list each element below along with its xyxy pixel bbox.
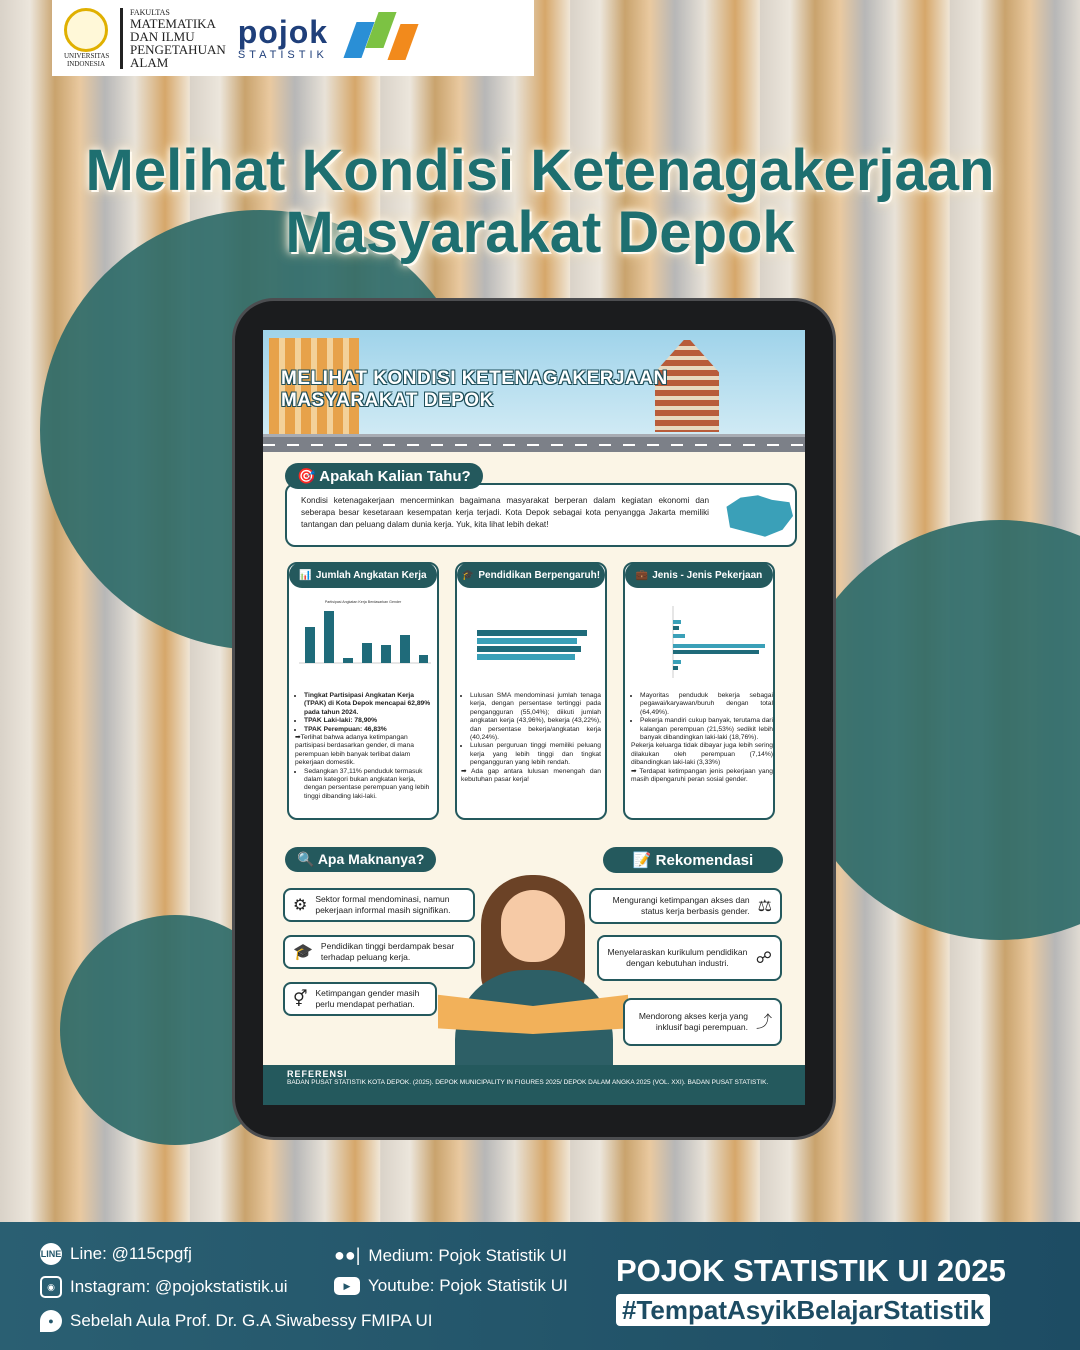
hbar <box>673 634 685 638</box>
faculty-line-2: DAN ILMU <box>130 28 195 44</box>
footer-address-text: Sebelah Aula Prof. Dr. G.A Siwabessy FMIPA UI <box>70 1311 433 1330</box>
stacked-bar <box>477 638 577 644</box>
bar <box>381 645 391 663</box>
bar <box>324 611 334 663</box>
infographic-title-line-1: MELIHAT KONDISI KETENAGAKERJAAN <box>281 368 668 389</box>
bar <box>400 635 410 663</box>
rekomendasi-item-1 <box>589 888 782 924</box>
rekomendasi-heading: 📝 Rekomendasi <box>603 847 783 873</box>
stacked-bar <box>477 646 581 652</box>
hbar <box>673 620 681 624</box>
intro-heading: 🎯 Apakah Kalian Tahu? <box>285 463 483 489</box>
graduation-cap-icon: 🎓 <box>293 943 313 961</box>
rekomendasi-item-3-text: Mendorong akses kerja yang inklusif bagi perempuan. <box>638 1011 748 1032</box>
youtube-icon: ▶ <box>334 1277 360 1295</box>
hbar <box>673 626 679 630</box>
network-icon: ☍ <box>755 949 772 967</box>
footer-instagram[interactable] <box>40 1276 288 1298</box>
col1-title: 📊 Jumlah Angkatan Kerja <box>289 562 437 588</box>
makna-item-3 <box>283 982 437 1016</box>
faculty-line-3: PENGETAHUAN <box>130 41 226 57</box>
makna-item-1 <box>283 888 475 922</box>
stacked-bar <box>477 630 587 636</box>
faculty-small: FAKULTAS <box>130 7 170 17</box>
footer-instagram-text: Instagram: @pojokstatistik.ui <box>70 1277 288 1296</box>
col1-bullet-2: • TPAK Laki-laki: 78,90% <box>304 717 435 725</box>
col3-text <box>631 692 773 784</box>
chart-jenis-pekerjaan <box>629 602 769 684</box>
footer-address[interactable] <box>40 1310 433 1332</box>
faculty-logo <box>120 8 226 69</box>
balance-scale-icon: ⚖ <box>757 897 772 915</box>
faculty-line-1: MATEMATIKA <box>130 15 216 31</box>
col1-text <box>295 692 435 801</box>
makna-item-3-text: Ketimpangan gender masih perlu mendapat perhatian. <box>315 988 420 1009</box>
statistik-word: STATISTIK <box>237 49 328 61</box>
chart-pendidikan <box>461 620 601 670</box>
gear-icon: ⚙ <box>293 896 308 914</box>
infographic-title-line-2: MASYARAKAT DEPOK <box>281 390 494 411</box>
infographic-header <box>263 330 805 452</box>
hbar <box>673 644 765 648</box>
col1-bullet-3: • TPAK Perempuan: 46,83% <box>304 726 435 734</box>
footer-brand: POJOK STATISTIK UI 2025 <box>616 1253 1006 1288</box>
location-pin-icon: ● <box>40 1310 62 1332</box>
depok-map-icon <box>723 493 793 539</box>
line-icon: LINE <box>40 1243 62 1265</box>
footer-medium-text: Medium: Pojok Statistik UI <box>368 1245 567 1265</box>
col2-paragraph: ➡ Ada gap antara lulusan menengah dan kebutuhan pasar kerja! <box>461 767 601 784</box>
intro-box <box>285 483 797 547</box>
pojok-word: pojok <box>237 14 329 50</box>
footer-youtube-text: Youtube: Pojok Statistik UI <box>368 1276 568 1295</box>
faculty-line-4: ALAM <box>130 54 169 70</box>
page-title <box>0 140 1080 264</box>
bar <box>305 627 315 663</box>
footer-line[interactable] <box>40 1243 192 1265</box>
rekomendasi-item-1-text: Mengurangi ketimpangan akses dan status kerja berbasis gender. <box>612 895 750 916</box>
bps-logo-icon <box>340 8 426 68</box>
col3-bullet-2: • Pekerja mandiri cukup banyak, terutama dari kalangan perempuan (21,53%) sedikit lebih banyak dibandingkan laki-laki (18,76%). <box>640 717 773 742</box>
col1-heading: Jumlah Angkatan Kerja <box>315 569 427 581</box>
footer-medium[interactable] <box>334 1245 567 1266</box>
girl-face-illustration <box>501 890 565 962</box>
infographic-title <box>281 368 668 412</box>
intro-heading-text: Apakah Kalian Tahu? <box>319 468 471 485</box>
instagram-icon: ◉ <box>40 1276 62 1298</box>
col1-paragraph: ➡Terlihat bahwa adanya ketimpangan partisipasi berdasarkan gender, di mana perempuan lebih banyak terlibat dalam pekerjaan domestik. <box>295 734 414 767</box>
col1-bullet-1: • Tingkat Partisipasi Angkatan Kerja (TPAK) di Kota Depok mencapai 62,89% pada tahun 2024. <box>304 692 435 717</box>
road-illustration <box>263 434 805 452</box>
chart1-title: Partisipasi Angkatan Kerja Berdasarkan Gender <box>324 600 402 604</box>
gender-icon: ⚥ <box>293 990 308 1008</box>
intro-text: Kondisi ketenagakerjaan mencerminkan bagaimana masyarakat berperan dalam kegiatan ekonomi dan seberapa besar kesetaraan kesempatan kerja terjadi. Kota Depok sebagai kota penyangga Jakarta memiliki tantangan dan peluang dalam dunia kerja. Yuk, kita lihat lebih dekat! <box>301 496 709 529</box>
ui-seal-icon <box>64 8 108 52</box>
makna-item-2 <box>283 935 475 969</box>
col3-bullet-1: • Mayoritas penduduk bekerja sebagai pegawai/karyawan/buruh dengan total (64,49%). <box>640 692 773 717</box>
col2-text <box>461 692 601 784</box>
referensi-heading: REFERENSI <box>287 1069 348 1079</box>
col2-heading: Pendidikan Berpengaruh! <box>478 569 601 581</box>
col3-heading: Jenis - Jenis Pekerjaan <box>652 569 763 581</box>
col3-paragraph-1: Pekerja keluarga tidak dibayar juga lebih sering dilakukan oleh perempuan (7,14%) dibandingkan laki-laki (3,33%) <box>631 742 773 767</box>
hbar <box>673 660 681 664</box>
ui-logo-text: UNIVERSITAS INDONESIA <box>64 52 110 68</box>
referensi-section <box>263 1065 805 1105</box>
col2-bullet-2: • Lulusan perguruan tinggi memiliki peluang kerja yang lebih tinggi dan tingkat pengangguran yang lebih rendah. <box>470 742 601 767</box>
bar <box>419 655 428 663</box>
hbar <box>673 666 678 670</box>
stairs-climb-icon: ⤴ <box>755 1013 772 1031</box>
col3-paragraph-2: ➡ Terdapat ketimpangan jenis pekerjaan yang masih dipengaruhi peran sosial gender. <box>631 767 773 784</box>
footer-youtube[interactable] <box>334 1276 568 1296</box>
bar <box>343 658 353 663</box>
makna-heading-text: Apa Maknanya? <box>317 851 425 867</box>
page-title-line-2: Masyarakat Depok <box>285 200 795 265</box>
rekomendasi-item-3 <box>623 998 782 1046</box>
footer-hashtag: #TempatAsyikBelajarStatistik <box>616 1294 990 1326</box>
medium-icon: ●●| <box>334 1245 361 1265</box>
footer-line-text: Line: @115cpgfj <box>70 1244 192 1263</box>
rekomendasi-item-2 <box>597 935 782 981</box>
col2-title: 🎓 Pendidikan Berpengaruh! <box>457 562 605 588</box>
logo-bar <box>52 0 534 76</box>
col3-title: 💼 Jenis - Jenis Pekerjaan <box>625 562 773 588</box>
ui-logo <box>64 8 108 68</box>
rekomendasi-item-2-text: Menyelaraskan kurikulum pendidikan dengan kebutuhan industri. <box>607 947 748 968</box>
col1-bullet-4: • Sedangkan 37,11% penduduk termasuk dalam kategori bukan angkatan kerja, dengan persentase perempuan yang lebih tinggi dibanding laki-laki. <box>304 768 435 802</box>
col2-bullet-1: • Lulusan SMA mendominasi jumlah tenaga kerja, dengan persentase tertinggi pada pengangguran (55,04%); diikuti jumlah angkatan kerja (43,96%), bekerja (43,22%), dan persentase bekerja/angkatan kerja (40,24%). <box>470 692 601 742</box>
rekomendasi-heading-text: Rekomendasi <box>655 852 754 869</box>
stacked-bar <box>477 654 575 660</box>
referensi-text: BADAN PUSAT STATISTIK KOTA DEPOK. (2025). DEPOK MUNICIPALITY IN FIGURES 2025/ DEPOK DALAM ANGKA 2025 (VOL. XXI). BADAN PUSAT STATISTIK. <box>287 1079 769 1086</box>
makna-heading: 🔍 Apa Maknanya? <box>285 847 436 872</box>
chart-angkatan-kerja <box>293 595 433 685</box>
pojok-statistik-logo <box>238 15 328 61</box>
makna-item-1-text: Sektor formal mendominasi, namun pekerjaan informal masih signifikan. <box>315 894 451 915</box>
bar <box>362 643 372 663</box>
page-title-line-1: Melihat Kondisi Ketenagakerjaan <box>85 138 995 203</box>
hbar <box>673 650 759 654</box>
infographic-screen <box>263 330 805 1105</box>
makna-item-2-text: Pendidikan tinggi berdampak besar terhadap peluang kerja. <box>320 941 455 962</box>
